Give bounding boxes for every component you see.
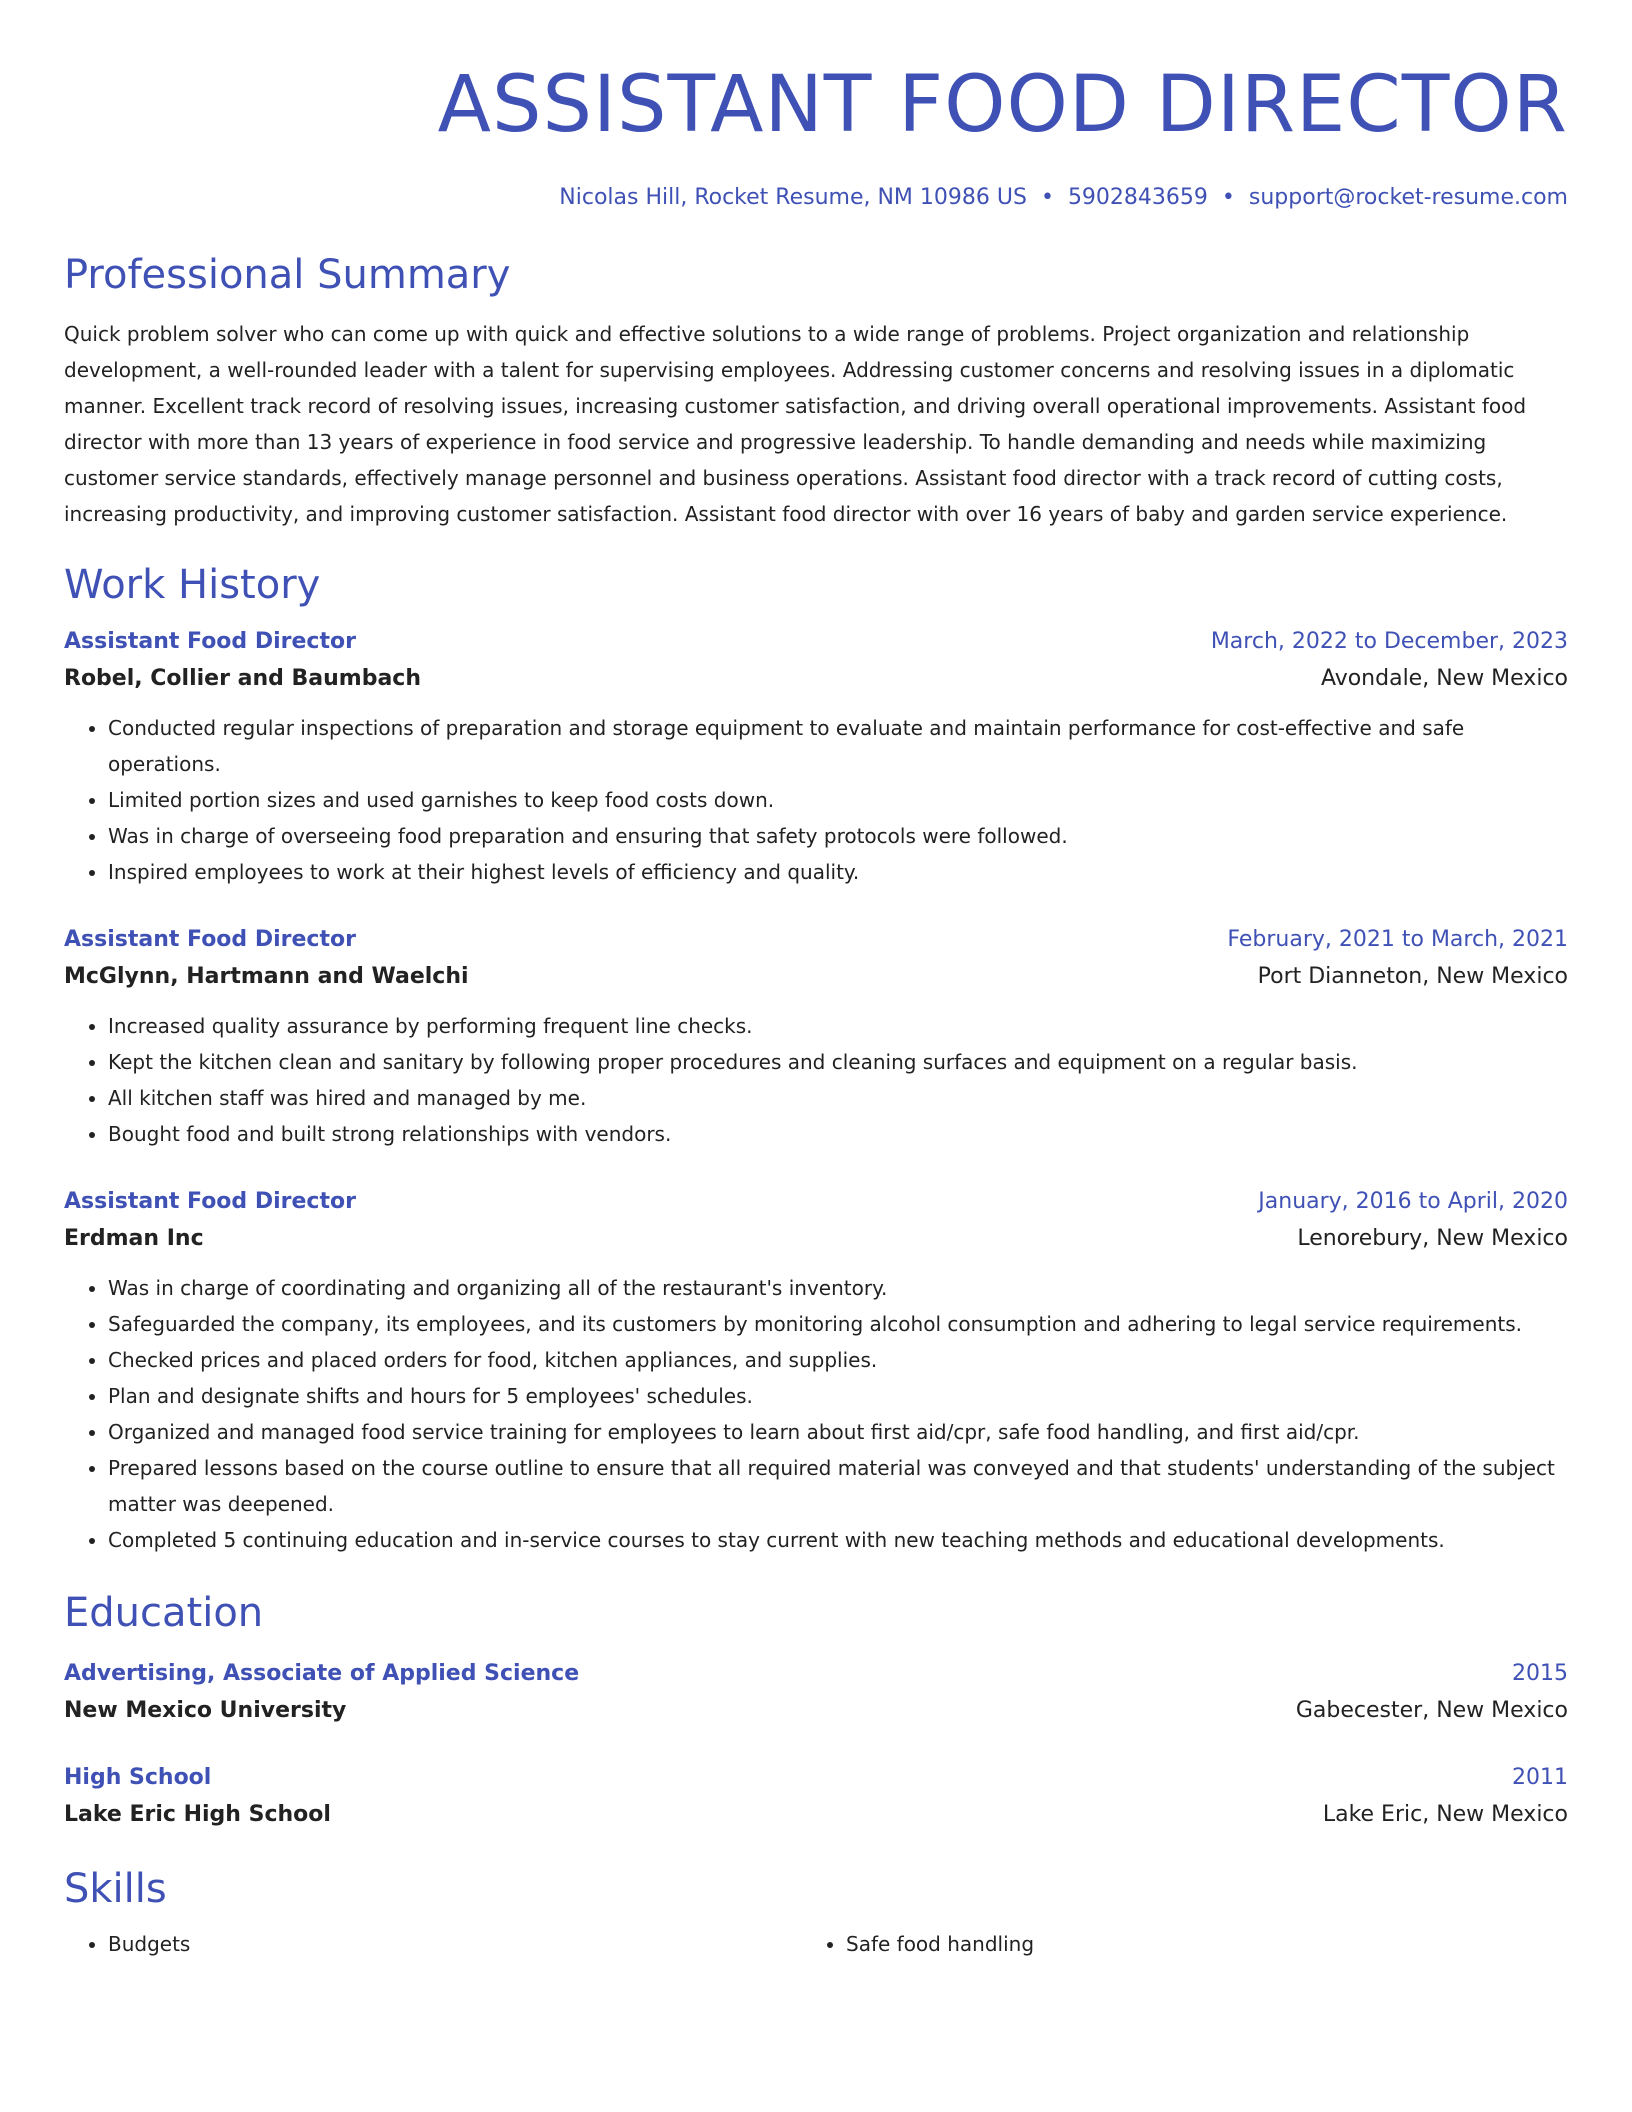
job-bullet: • Was in charge of coordinating and organizing all of the restaurant's inventory.	[108, 1270, 1568, 1306]
education-location: Lake Eric, New Mexico	[1322, 1802, 1568, 1827]
skill-item: • Safe food handling	[846, 1926, 1540, 1962]
job-bullet: • Checked prices and placed orders for food, kitchen appliances, and supplies.	[108, 1342, 1568, 1378]
skills-column-left	[64, 1926, 802, 1962]
contact-separator: •	[1040, 185, 1054, 210]
education-entry	[64, 1656, 1568, 1730]
job-bullet: • Bought food and built strong relationships with vendors.	[108, 1116, 1568, 1152]
job-bullet: • Organized and managed food service training for employees to learn about first aid/cpr, safe food handling, and first aid/cpr.	[108, 1414, 1568, 1450]
job-entry	[64, 1184, 1568, 1558]
job-location: Avondale, New Mexico	[1320, 666, 1568, 691]
education-heading: Education	[64, 1590, 264, 1636]
education-entry	[64, 1760, 1568, 1834]
contact-separator: •	[1221, 185, 1235, 210]
summary-text: Quick problem solver who can come up with quick and effective solutions to a wide range of problems. Project organization and relationship development, a well-rounded leader with a talent for supervising employees. Addressing customer concerns and resolving issues in a diplomatic manner. Excellent track record of resolving issues, increasing customer satisfaction, and driving overall operational improvements. Assistant food director with more than 13 years of experience in food service and progressive leadership. To handle demanding and needs while maximizing customer service standards, effectively manage personnel and business operations. Assistant food director with a track record of cutting costs, increasing productivity, and improving customer satisfaction. Assistant food director with over 16 years of baby and garden service experience.	[64, 322, 1527, 526]
job-bullet: • Limited portion sizes and used garnishes to keep food costs down.	[108, 782, 1568, 818]
resume-title: ASSISTANT FOOD DIRECTOR	[437, 60, 1568, 150]
job-role: Assistant Food Director	[64, 629, 356, 654]
job-location: Lenorebury, New Mexico	[1297, 1226, 1568, 1251]
job-bullets	[64, 1008, 1568, 1152]
job-company: McGlynn, Hartmann and Waelchi	[64, 964, 469, 989]
job-role: Assistant Food Director	[64, 1189, 356, 1214]
skill-item: • Budgets	[108, 1926, 802, 1962]
education-degree: High School	[64, 1765, 212, 1790]
job-bullets	[64, 1270, 1568, 1558]
contact-phone: 5902843659	[1067, 185, 1208, 210]
job-dates: March, 2022 to December, 2023	[1210, 629, 1568, 654]
job-bullet: • All kitchen staff was hired and managed by me.	[108, 1080, 1568, 1116]
education-year: 2011	[1512, 1765, 1568, 1790]
skills-list	[64, 1926, 1568, 1962]
education-location: Gabecester, New Mexico	[1295, 1698, 1568, 1723]
skills-heading: Skills	[64, 1866, 167, 1912]
job-dates: February, 2021 to March, 2021	[1227, 927, 1568, 952]
job-bullet: • Was in charge of overseeing food preparation and ensuring that safety protocols were followed.	[108, 818, 1568, 854]
job-bullet: • Safeguarded the company, its employees, and its customers by monitoring alcohol consumption and adhering to legal service requirements.	[108, 1306, 1568, 1342]
education-year: 2015	[1512, 1661, 1568, 1686]
job-entry	[64, 624, 1568, 890]
job-bullet: • Kept the kitchen clean and sanitary by following proper procedures and cleaning surfaces and equipment on a regular basis.	[108, 1044, 1568, 1080]
job-bullet: • Inspired employees to work at their highest levels of efficiency and quality.	[108, 854, 1568, 890]
education-school: New Mexico University	[64, 1698, 347, 1723]
contact-email: support@rocket-resume.com	[1248, 185, 1568, 210]
education-degree: Advertising, Associate of Applied Science	[64, 1661, 580, 1686]
job-bullet: • Prepared lessons based on the course outline to ensure that all required material was conveyed and that students' understanding of the subject matter was deepened.	[108, 1450, 1568, 1522]
job-bullet: • Plan and designate shifts and hours for 5 employees' schedules.	[108, 1378, 1568, 1414]
education-school: Lake Eric High School	[64, 1802, 331, 1827]
job-dates: January, 2016 to April, 2020	[1258, 1189, 1568, 1214]
job-role: Assistant Food Director	[64, 927, 356, 952]
job-bullet: • Increased quality assurance by performing frequent line checks.	[108, 1008, 1568, 1044]
work-history-heading: Work History	[64, 562, 321, 608]
job-bullet: • Conducted regular inspections of preparation and storage equipment to evaluate and maintain performance for cost-effective and safe operations.	[108, 710, 1568, 782]
skills-column-right	[802, 1926, 1540, 1962]
resume-header	[64, 60, 1568, 212]
job-company: Robel, Collier and Baumbach	[64, 666, 422, 691]
job-entry	[64, 922, 1568, 1152]
contact-address: Nicolas Hill, Rocket Resume, NM 10986 US	[559, 185, 1027, 210]
job-location: Port Dianneton, New Mexico	[1257, 964, 1568, 989]
job-bullet: • Completed 5 continuing education and in-service courses to stay current with new teaching methods and educational developments.	[108, 1522, 1568, 1558]
contact-line	[64, 184, 1568, 212]
job-bullets	[64, 710, 1568, 890]
job-company: Erdman Inc	[64, 1226, 204, 1251]
summary-heading: Professional Summary	[64, 252, 511, 298]
